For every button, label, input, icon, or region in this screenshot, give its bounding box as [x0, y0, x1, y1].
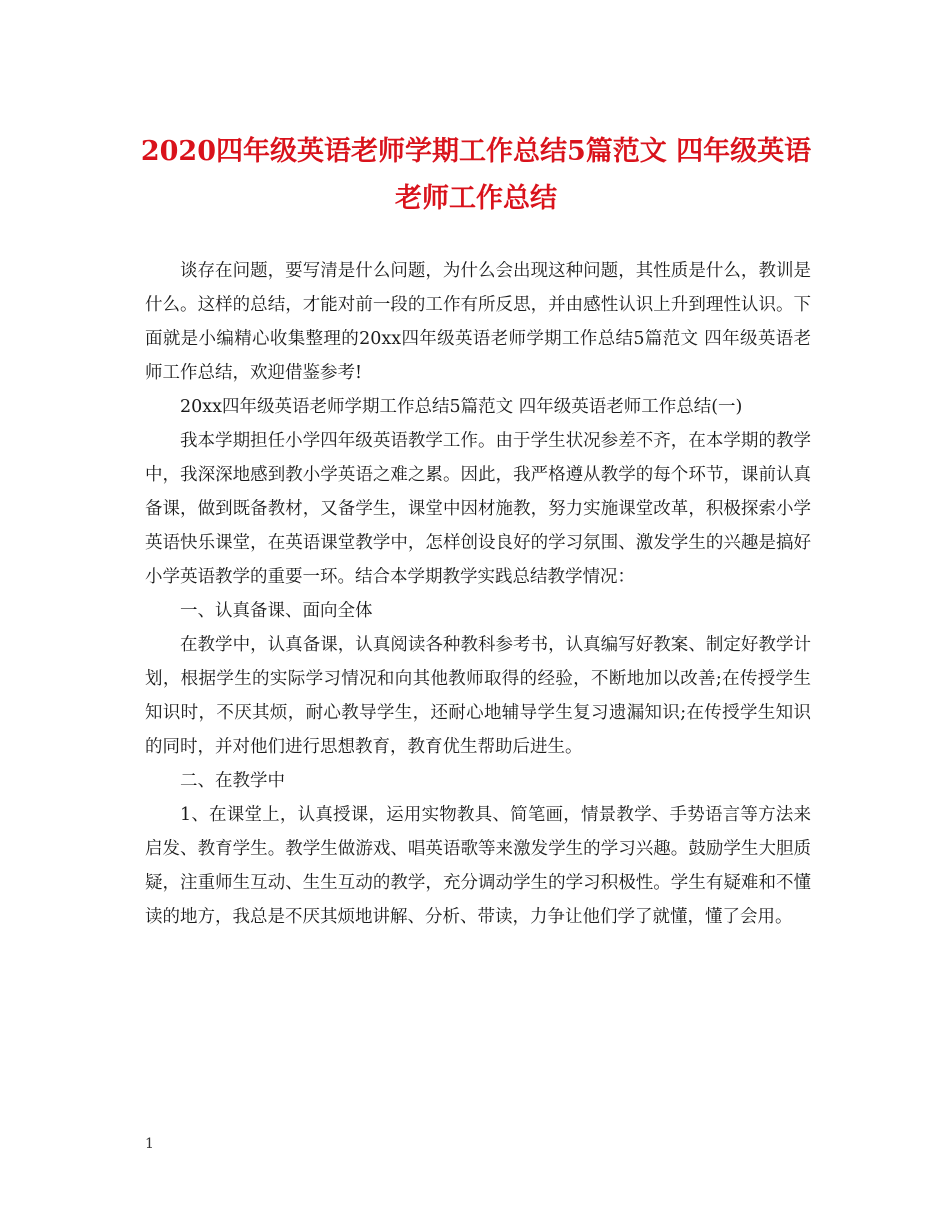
document-body	[145, 254, 811, 934]
paragraph-heading-one: 一、认真备课、面向全体	[180, 601, 373, 621]
paragraph-overview: 我本学期担任小学四年级英语教学工作。由于学生状况参差不齐，在本学期的教学中，我深深地感到教小学英语之难之累。因此，我严格遵从教学的每个环节，课前认真备课，做到既备教材，又备学生，课堂中因材施教，努力实施课堂改革，积极探索小学英语快乐课堂，在英语课堂教学中，怎样创设良好的学习氛围、激发学生的兴趣是搞好小学英语教学的重要一环。结合本学期教学实践总结教学情况：	[145, 431, 811, 587]
paragraph-classroom: 1、在课堂上，认真授课，运用实物教具、简笔画，情景教学、手势语言等方法来启发、教育学生。教学生做游戏、唱英语歌等来激发学生的学习兴趣。鼓励学生大胆质疑，注重师生互动、生生互动的教学，充分调动学生的学习积极性。学生有疑难和不懂读的地方，我总是不厌其烦地讲解、分析、带读，力争让他们学了就懂，懂了会用。	[145, 805, 811, 927]
paragraph-section-heading: 20xx四年级英语老师学期工作总结5篇范文 四年级英语老师工作总结(一)	[180, 397, 743, 417]
document-title: 2020四年级英语老师学期工作总结5篇范文 四年级英语老师工作总结	[140, 136, 812, 214]
paragraph-intro: 谈存在问题，要写清是什么问题，为什么会出现这种问题，其性质是什么，教训是什么。这样的总结，才能对前一段的工作有所反思，并由感性认识上升到理性认识。下面就是小编精心收集整理的20xx四年级英语老师学期工作总结5篇范文 四年级英语老师工作总结，欢迎借鉴参考!	[145, 261, 811, 383]
paragraph-preparation: 在教学中，认真备课，认真阅读各种教科参考书，认真编写好教案、制定好教学计划，根据学生的实际学习情况和向其他教师取得的经验，不断地加以改善;在传授学生知识时，不厌其烦，耐心教导学生，还耐心地辅导学生复习遗漏知识;在传授学生知识的同时，并对他们进行思想教育，教育优生帮助后进生。	[145, 635, 811, 757]
paragraph-heading-two: 二、在教学中	[180, 771, 285, 791]
page-number: 1	[145, 1136, 154, 1152]
